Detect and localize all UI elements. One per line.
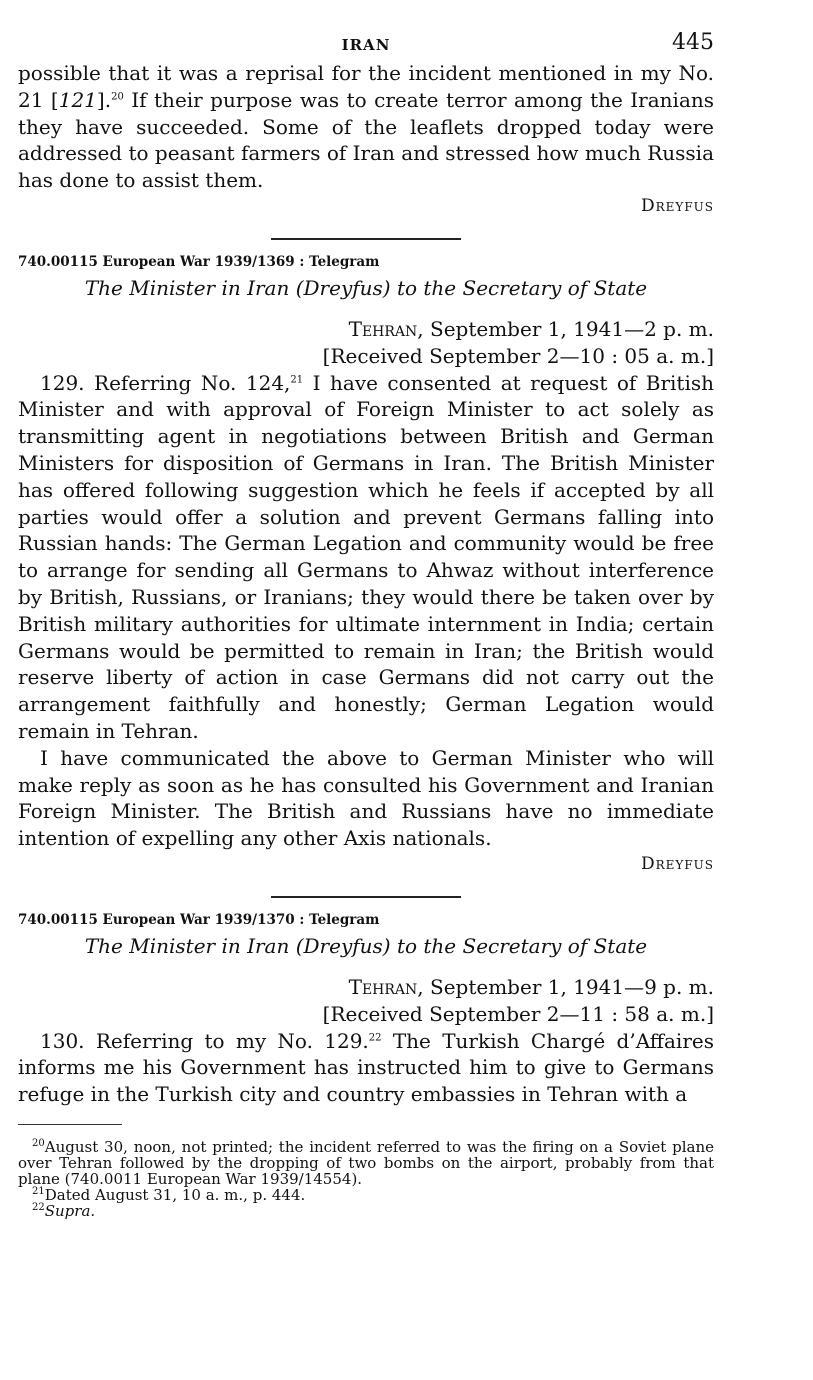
dateline-place: Tehran [348, 316, 418, 341]
dateline: Tehran, September 1, 1941—2 p. m. [348, 316, 714, 341]
document-reference: 121 [58, 87, 97, 112]
footnote-marker: 22 [368, 1031, 382, 1043]
telegram-paragraph: 129. Referring No. 124,21 I have consented at request of British Minister and with approval of Foreign Minister to act solely as transmitting agent in negotiations between British and German Ministers for disposition of Germans in Iran. The British Minister has offered following suggestion which he feels if accepted by all parties would offer a solution and prevent Germans falling into Russian hands: The German Legation and community would be free to arrange for sending all Germans to Ahwaz without interference by British, Russians, or Iranians; they would there be taken over by British military authorities for ultimate internment in India; certain Germans would be permitted to remain in Iran; the British would reserve liberty of action in case Germans did not carry out the arrangement faithfully and honestly; German Legation would remain in Tehran. [18, 370, 715, 743]
telegram-paragraph: 130. Referring to my No. 129.22 The Turkish Chargé d’Affaires informs me his Government has instructed him to give to Germans refuge in the Turkish city and country embassies in Tehran with a [18, 1028, 714, 1107]
document-heading: The Minister in Iran (Dreyfus) to the Secretary of State [84, 933, 648, 958]
footnote-marker: 20 [111, 91, 124, 103]
dateline: Tehran, September 1, 1941—9 p. m. [348, 974, 714, 999]
running-title: IRAN [341, 36, 391, 54]
footnote-marker: 21 [290, 373, 304, 385]
document-page [18, 30, 714, 1219]
received-line: [Received September 2—11 : 58 a. m.] [322, 1001, 714, 1026]
file-reference: 740.00115 European War 1939/1370 : Telegram [18, 911, 380, 928]
continued-paragraph: possible that it was a reprisal for the incident mentioned in my No. 21 [121].$^{20}$ If their purpose was to create terror among the Iranians they have succeeded. Some of the leaflets dropped today were addressed to peasant farmers of Iran and stressed how much Russia has done to assist them. [18, 61, 715, 193]
signature: Dreyfus [640, 853, 714, 874]
signature: Dreyfus [640, 195, 714, 216]
footnotes [18, 1139, 714, 1219]
running-header [18, 30, 714, 60]
section-divider [271, 896, 461, 898]
received-line: [Received September 2—10 : 05 a. m.] [322, 343, 714, 368]
document-heading: The Minister in Iran (Dreyfus) to the Secretary of State [84, 275, 648, 300]
footnote: $^{21}$Dated August 31, 10 a. m., p. 444. [32, 1185, 306, 1204]
footnote: $^{20}$August 30, noon, not printed; the incident referred to was the firing on a Soviet plane over Tehran followed by the dropping of two bombs on the airport, probably from that plane (740.0011 European War 1939/14554). [18, 1137, 714, 1188]
page-number: 445 [672, 30, 714, 55]
section-divider [271, 238, 461, 240]
footnote: $^{22}$Supra. [32, 1201, 96, 1220]
footnote-divider [18, 1124, 122, 1125]
dateline-place: Tehran [348, 974, 418, 999]
telegram-paragraph: I have communicated the above to German Minister who will make reply as soon as he has consulted his Government and Iranian Foreign Minister. The British and Russians have no immediate intention of expelling any other Axis nationals. [18, 745, 714, 851]
file-reference: 740.00115 European War 1939/1369 : Telegram [18, 253, 380, 270]
